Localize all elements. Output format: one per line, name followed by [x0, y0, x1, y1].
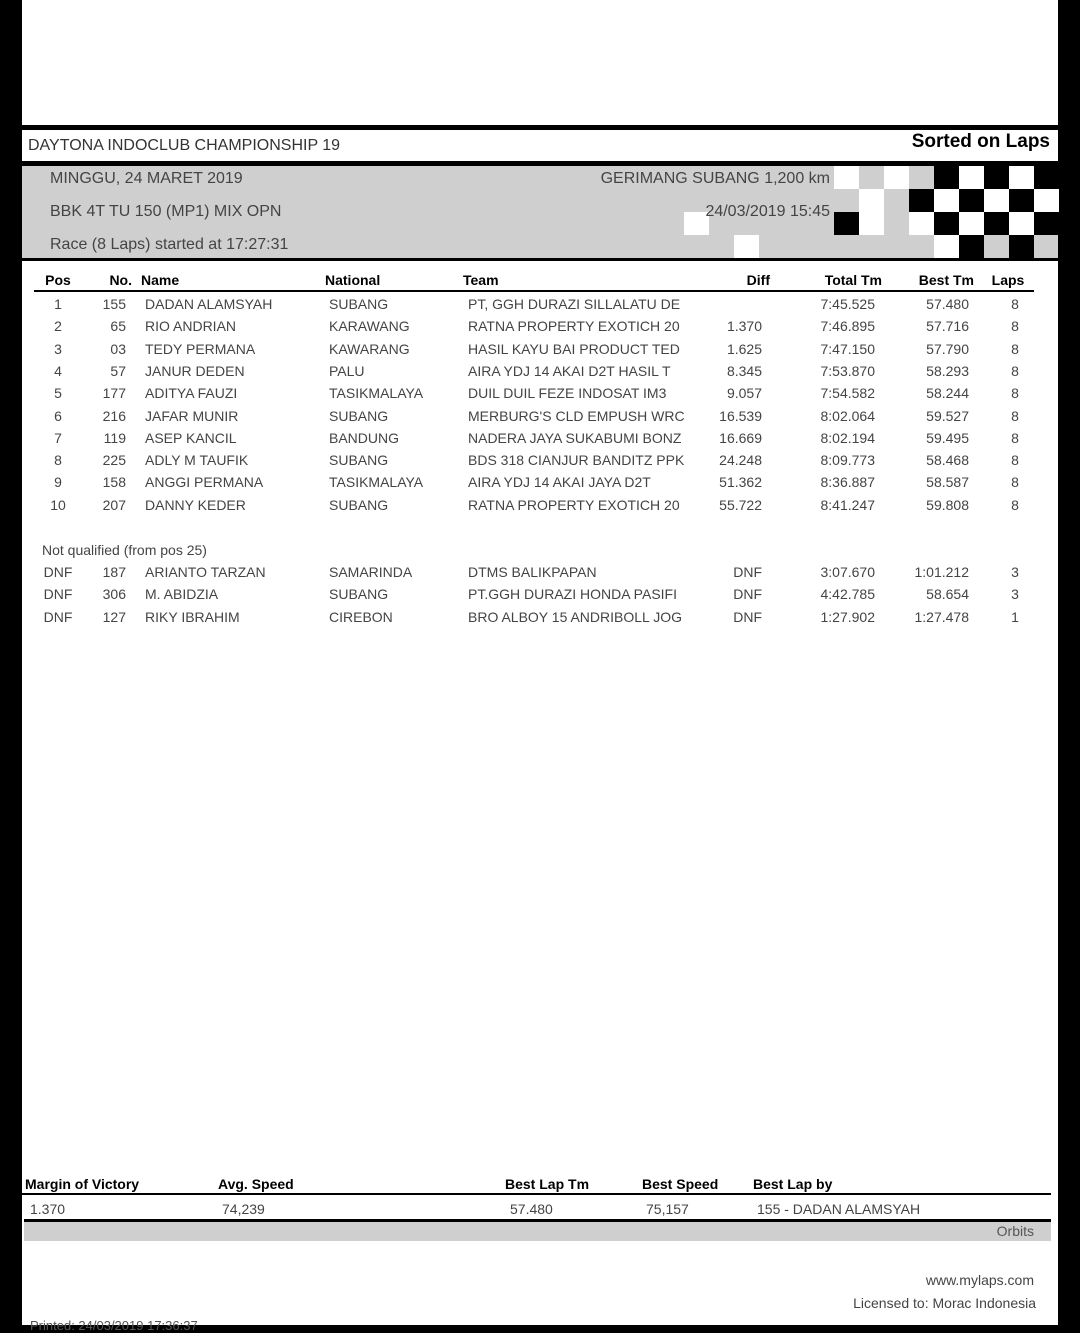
- cell-team: DUIL DUIL FEZE INDOSAT IM3: [468, 385, 667, 402]
- best-lap-label: Best Lap Tm: [505, 1176, 590, 1192]
- cell-name: RIKY IBRAHIM: [145, 608, 240, 625]
- col-diff: Diff: [746, 272, 770, 288]
- cell-no: 225: [102, 452, 126, 469]
- cell-best: 59.495: [926, 429, 969, 446]
- cell-laps: 8: [1011, 429, 1019, 446]
- avg-speed-value: 74,239: [222, 1201, 265, 1217]
- cell-laps: 8: [1011, 362, 1019, 379]
- cell-laps: 1: [1011, 608, 1019, 625]
- cell-best: 59.527: [926, 407, 969, 424]
- report-timestamp: 24/03/2019 15:45: [705, 203, 830, 220]
- cell-best: 57.480: [926, 296, 969, 312]
- cell-no: 03: [110, 340, 126, 357]
- cell-total: 1:27.902: [820, 608, 875, 625]
- cell-no: 207: [102, 496, 126, 513]
- championship-title: DAYTONA INDOCLUB CHAMPIONSHIP 19: [28, 137, 341, 154]
- cell-no: 187: [102, 564, 126, 580]
- best-speed-value: 75,157: [646, 1201, 689, 1217]
- cell-diff: 55.722: [719, 496, 762, 513]
- cell-total: 8:36.887: [820, 474, 875, 491]
- cell-diff: DNF: [733, 586, 762, 603]
- cell-pos: 5: [54, 385, 62, 402]
- cell-no: 158: [102, 474, 126, 491]
- printed-timestamp: Printed: 24/03/2019 17:36:37: [30, 1318, 198, 1333]
- cell-laps: 8: [1011, 318, 1019, 335]
- cell-team: PT.GGH DURAZI HONDA PASIFI: [468, 586, 677, 603]
- table-header-rule: [34, 290, 1034, 292]
- cell-name: M. ABIDZIA: [145, 586, 219, 603]
- cell-best: 57.716: [926, 318, 969, 335]
- cell-national: CIREBON: [329, 608, 393, 625]
- best-by-label: Best Lap by: [753, 1176, 833, 1192]
- results-sheet: [22, 0, 1058, 1333]
- cell-pos: DNF: [43, 608, 73, 625]
- cell-pos: 6: [54, 407, 62, 424]
- cell-total: 7:47.150: [820, 340, 875, 357]
- cell-best: 59.808: [926, 496, 969, 513]
- cell-diff: 51.362: [719, 474, 762, 491]
- cell-name: ASEP KANCIL: [145, 429, 237, 446]
- cell-no: 177: [102, 385, 126, 402]
- cell-national: PALU: [329, 362, 365, 379]
- cell-pos: DNF: [43, 564, 73, 580]
- orbits-label: Orbits: [996, 1223, 1034, 1239]
- cell-no: 216: [102, 407, 126, 424]
- cell-no: 306: [102, 586, 126, 603]
- cell-team: NADERA JAYA SUKABUMI BONZ: [468, 429, 682, 446]
- not-qualified-label: Not qualified (from pos 25): [42, 542, 207, 558]
- cell-no: 127: [102, 608, 126, 625]
- cell-national: TASIKMALAYA: [329, 474, 424, 491]
- cell-national: BANDUNG: [329, 429, 400, 446]
- cell-name: ARIANTO TARZAN: [145, 564, 266, 580]
- avg-speed-label: Avg. Speed: [218, 1176, 294, 1192]
- cell-diff: 9.057: [726, 385, 762, 402]
- cell-laps: 3: [1011, 586, 1019, 603]
- cell-laps: 8: [1011, 385, 1019, 402]
- cell-name: ADLY M TAUFIK: [145, 452, 249, 469]
- cell-best: 1:01.212: [914, 564, 969, 580]
- cell-best: 1:27.478: [914, 608, 969, 625]
- cell-team: DTMS BALIKPAPAN: [468, 564, 597, 580]
- cell-pos: 8: [54, 452, 62, 469]
- cell-laps: 8: [1011, 340, 1019, 357]
- cell-best: 57.790: [926, 340, 969, 357]
- best-by-value: 155 - DADAN ALAMSYAH: [757, 1201, 921, 1217]
- cell-team: AIRA YDJ 14 AKAI JAYA D2T: [468, 474, 651, 491]
- col-best: Best Tm: [918, 272, 974, 288]
- cell-best: 58.293: [926, 362, 969, 379]
- cell-name: DADAN ALAMSYAH: [145, 296, 273, 312]
- cell-diff: 1.370: [726, 318, 762, 335]
- cell-name: RIO ANDRIAN: [145, 318, 237, 335]
- best-speed-label: Best Speed: [642, 1176, 719, 1192]
- cell-team: AIRA YDJ 14 AKAI D2T HASIL T: [468, 362, 671, 379]
- event-info-band: [22, 166, 1058, 258]
- cell-diff: 1.625: [726, 340, 762, 357]
- cell-name: TEDY PERMANA: [145, 340, 256, 357]
- col-no: No.: [109, 272, 132, 288]
- cell-best: 58.244: [926, 385, 969, 402]
- event-class: BBK 4T TU 150 (MP1) MIX OPN: [50, 203, 282, 220]
- header-rule-top: [22, 125, 1058, 130]
- margin-value: 1.370: [30, 1201, 66, 1217]
- cell-national: SUBANG: [329, 296, 389, 312]
- cell-laps: 8: [1011, 407, 1019, 424]
- footer-band: [24, 1222, 1051, 1241]
- margin-label: Margin of Victory: [25, 1176, 140, 1192]
- sort-label: Sorted on Laps: [911, 131, 1050, 152]
- cell-pos: 7: [54, 429, 62, 446]
- cell-diff: 16.669: [719, 429, 762, 446]
- best-lap-value: 57.480: [510, 1201, 553, 1217]
- cell-laps: 8: [1011, 496, 1019, 513]
- cell-laps: 8: [1011, 474, 1019, 491]
- cell-pos: 2: [54, 318, 62, 335]
- cell-national: KARAWANG: [329, 318, 410, 335]
- cell-national: SUBANG: [329, 407, 389, 424]
- cell-team: BRO ALBOY 15 ANDRIBOLL JOG: [468, 608, 682, 625]
- cell-total: 8:41.247: [820, 496, 875, 513]
- cell-total: 7:53.870: [820, 362, 875, 379]
- cell-total: 4:42.785: [820, 586, 875, 603]
- cell-name: JAFAR MUNIR: [145, 407, 239, 424]
- cell-total: 7:46.895: [820, 318, 875, 335]
- cell-total: 8:02.194: [820, 429, 875, 446]
- cell-team: PT, GGH DURAZI SILLALATU DE: [468, 296, 681, 312]
- cell-no: 155: [102, 296, 126, 312]
- license-text: Licensed to: Morac Indonesia: [853, 1295, 1036, 1311]
- cell-pos: 1: [54, 296, 62, 312]
- cell-diff: 24.248: [719, 452, 762, 469]
- cell-pos: 3: [54, 340, 62, 357]
- cell-team: RATNA PROPERTY EXOTICH 20: [468, 496, 680, 513]
- cell-diff: 8.345: [726, 362, 762, 379]
- cell-team: BDS 318 CIANJUR BANDITZ PPK: [468, 452, 685, 469]
- cell-pos: 9: [54, 474, 62, 491]
- cell-national: KAWARANG: [329, 340, 410, 357]
- cell-laps: 3: [1011, 564, 1019, 580]
- cell-best: 58.654: [926, 586, 969, 603]
- cell-total: 7:54.582: [820, 385, 875, 402]
- cell-national: SUBANG: [329, 586, 389, 603]
- cell-pos: DNF: [43, 586, 73, 603]
- cell-no: 119: [103, 429, 126, 446]
- cell-name: JANUR DEDEN: [145, 362, 245, 379]
- cell-pos: 10: [50, 496, 66, 513]
- cell-total: 8:02.064: [820, 407, 875, 424]
- cell-name: DANNY KEDER: [145, 496, 246, 513]
- cell-total: 3:07.670: [820, 564, 875, 580]
- cell-total: 7:45.525: [820, 296, 875, 312]
- cell-pos: 4: [54, 362, 62, 379]
- event-date: MINGGU, 24 MARET 2019: [50, 170, 243, 187]
- cell-best: 58.587: [926, 474, 969, 491]
- cell-national: SUBANG: [329, 452, 389, 469]
- col-pos: Pos: [45, 272, 71, 288]
- summary-rule: [22, 1193, 1051, 1195]
- col-name: Name: [141, 272, 180, 288]
- cell-diff: 16.539: [719, 407, 762, 424]
- col-laps: Laps: [991, 272, 1025, 288]
- cell-national: SUBANG: [329, 496, 389, 513]
- race-start: Race (8 Laps) started at 17:27:31: [50, 236, 289, 253]
- cell-total: 8:09.773: [820, 452, 875, 469]
- cell-name: ANGGI PERMANA: [145, 474, 264, 491]
- cell-team: MERBURG'S CLD EMPUSH WRC: [468, 407, 685, 424]
- cell-team: HASIL KAYU BAI PRODUCT TED: [468, 340, 680, 357]
- header-rule-band: [22, 258, 1058, 261]
- cell-laps: 8: [1011, 452, 1019, 469]
- cell-diff: DNF: [733, 608, 762, 625]
- cell-name: ADITYA FAUZI: [145, 385, 238, 402]
- col-total: Total Tm: [824, 272, 882, 288]
- website-link[interactable]: www.mylaps.com: [925, 1272, 1034, 1288]
- col-national: National: [325, 272, 381, 288]
- cell-no: 57: [110, 362, 126, 379]
- cell-team: RATNA PROPERTY EXOTICH 20: [468, 318, 680, 335]
- cell-laps: 8: [1011, 296, 1019, 312]
- cell-no: 65: [110, 318, 126, 335]
- col-team: Team: [463, 272, 499, 288]
- circuit-name: GERIMANG SUBANG 1,200 km: [600, 170, 830, 187]
- cell-national: SAMARINDA: [329, 564, 413, 580]
- cell-national: TASIKMALAYA: [329, 385, 424, 402]
- cell-best: 58.468: [926, 452, 969, 469]
- cell-diff: DNF: [733, 564, 762, 580]
